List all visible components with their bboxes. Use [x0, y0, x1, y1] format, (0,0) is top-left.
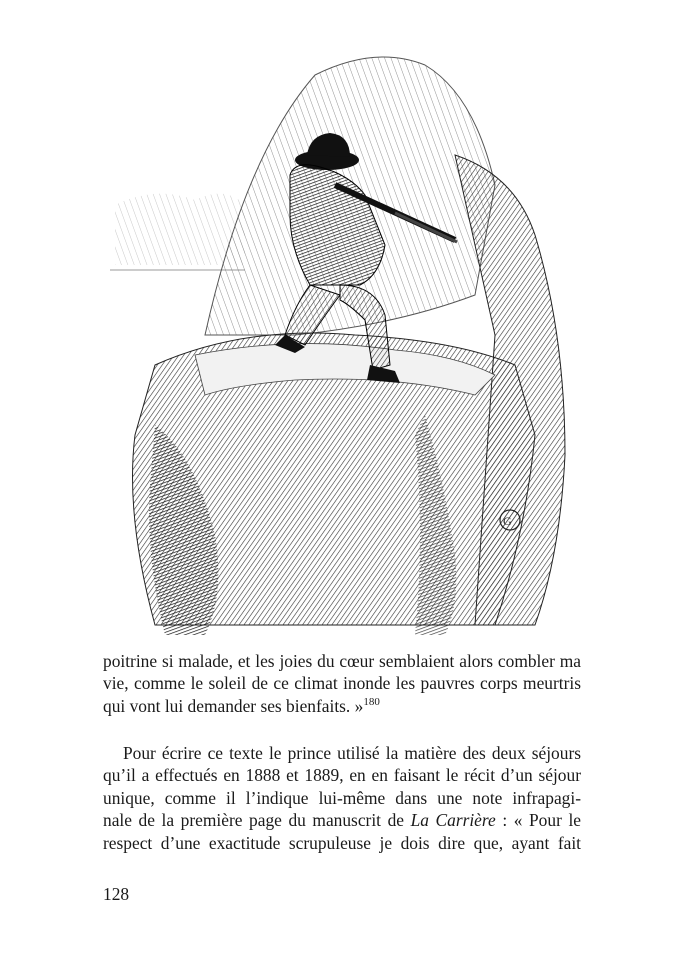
text-line: Pour écrire ce texte le prince utilisé la matière des deux séjours [123, 743, 581, 763]
page-number: 128 [103, 884, 130, 904]
footnote-reference: 180 [363, 695, 380, 708]
hunter-engraving-icon [95, 35, 595, 645]
text-line: qu’il a effectués en 1888 et 1889, en en faisant le récit d’un séjour [103, 765, 581, 786]
text-line-last: qui vont lui demander ses bienfaits. »$^{180}$ [103, 695, 380, 716]
paragraph-body [103, 742, 581, 854]
text-line: nale de la première page du manuscrit de La Carrière : « Pour le [103, 810, 581, 831]
paragraph-continuation [103, 650, 581, 717]
text-line: respect d’une exactitude scrupuleuse je dois dire que, ayant fait [103, 832, 581, 853]
svg-text:G: G [503, 514, 512, 528]
text-line: unique, comme il l’indique lui-même dans une note infrapagi- [103, 787, 581, 808]
engraving-illustration [95, 35, 595, 645]
text-line: poitrine si malade, et les joies du cœur semblaient alors combler ma [103, 651, 581, 671]
text-line: vie, comme le soleil de ce climat inonde les pauvres corps meurtris [103, 673, 581, 694]
book-title: La Carrière [410, 810, 496, 831]
